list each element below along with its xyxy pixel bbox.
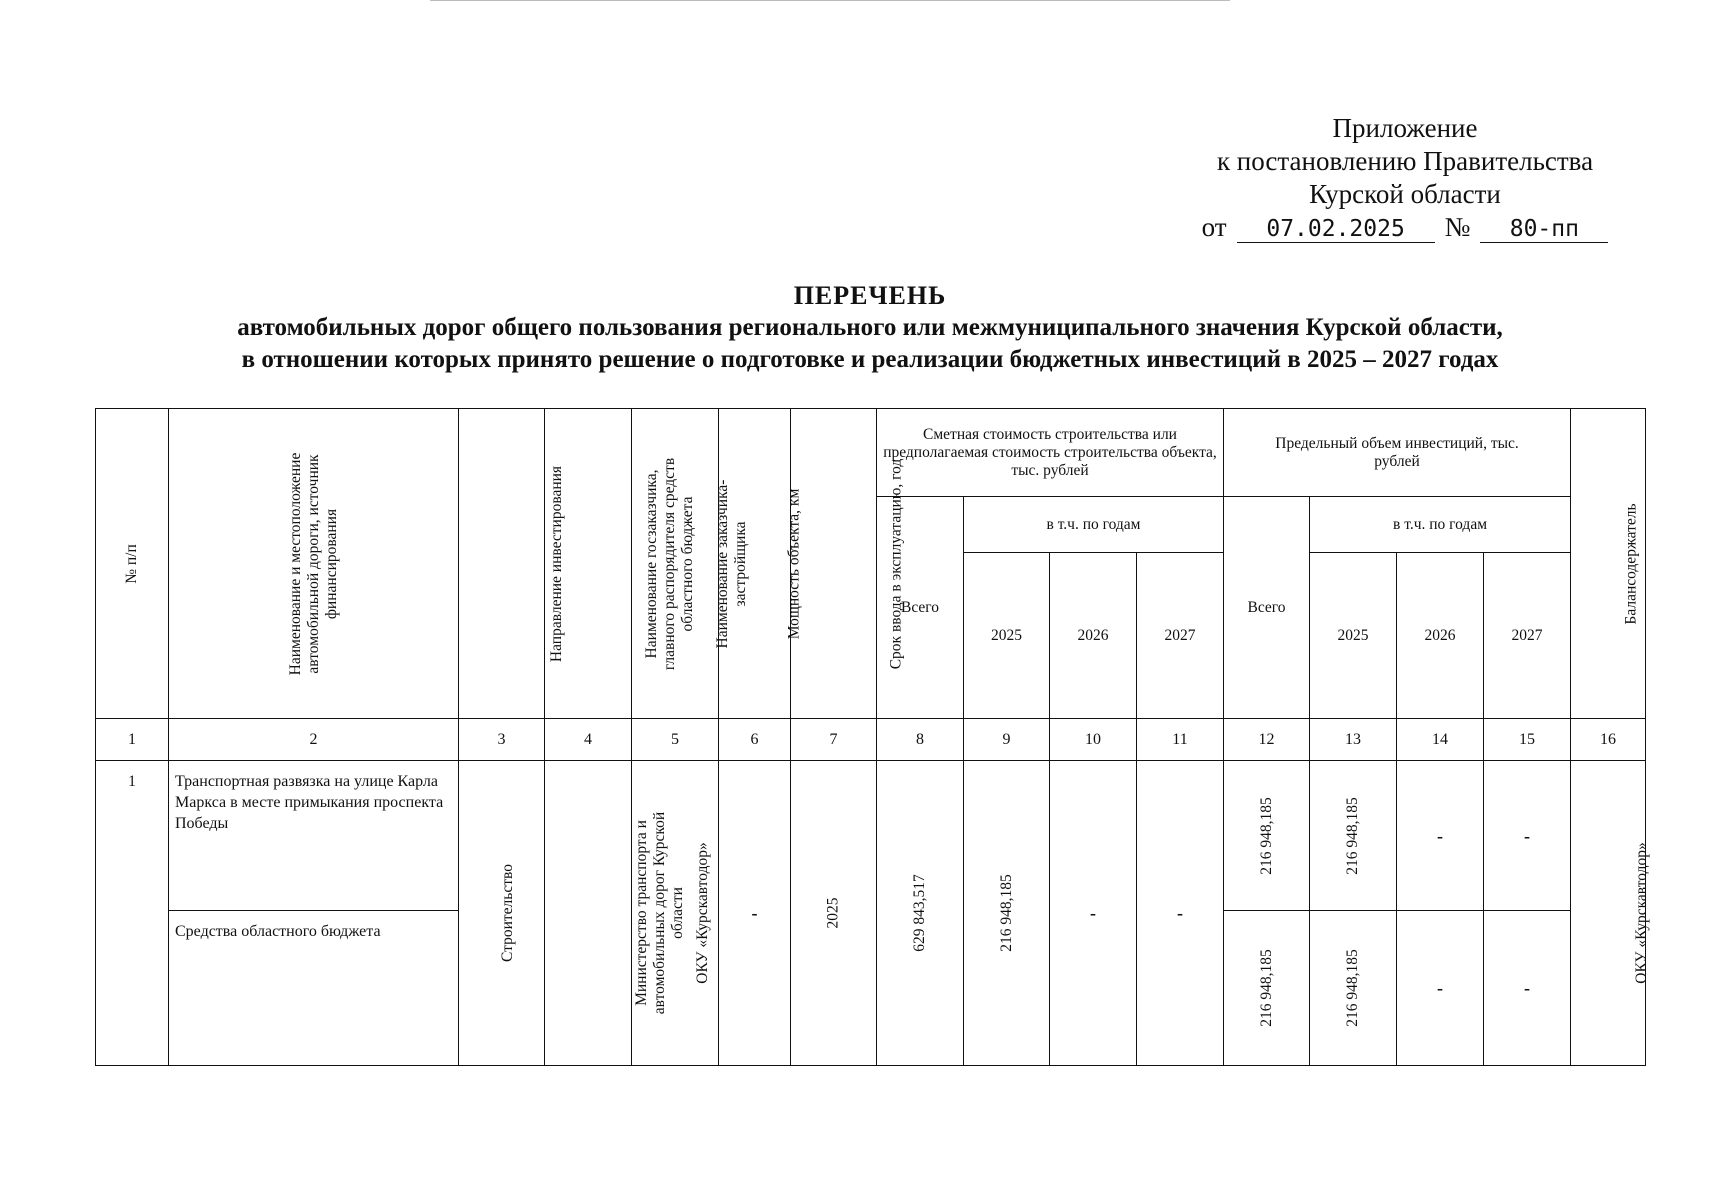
header-cost-2027: 2027 [1137,553,1224,719]
header-limit-2026: 2026 [1397,553,1484,719]
appendix-reference [1180,211,1630,244]
row-customer: Министерство транспорта и автомобильных дорог Курской области [545,761,632,1066]
col-number: 4 [545,719,632,761]
title-heading: ПЕРЕЧЕНЬ [793,281,947,310]
source-limit-2026: - [1397,911,1484,1066]
scan-top-line [430,0,1230,1]
col-number: 9 [964,719,1050,761]
row-direction: Строительство [459,761,545,1066]
header-cost-by-years: в т.ч. по годам [964,497,1224,553]
row-num: 1 [96,761,169,1066]
row-limit-total: 216 948,185 [1224,761,1310,911]
header-capacity: Мощность объекта, км [719,409,791,719]
appendix-title: Приложение [1332,113,1478,143]
header-limit-by-years: в т.ч. по годам [1310,497,1571,553]
row-limit-2026: - [1397,761,1484,911]
header-cost-total: Всего [877,497,964,719]
resolution-date: 07.02.2025 [1237,216,1435,243]
row-term: 2025 [791,761,877,1066]
header-direction: Направление инвестирования [459,409,545,719]
header-cost-2025: 2025 [964,553,1050,719]
header-customer: Наименование госзаказчика, главного распорядителя средств областного бюджета [545,409,632,719]
col-number: 10 [1050,719,1137,761]
row-cost-2026: - [1050,761,1137,1066]
col-number: 2 [169,719,459,761]
header-name: Наименование и местоположение автомобильной дороги, источник финансирования [169,409,459,719]
header-term: Срок ввода в эксплуатацию, год [791,409,877,719]
col-number: 14 [1397,719,1484,761]
resolution-number: 80-пп [1480,216,1608,243]
roads-table [95,408,1650,1066]
funding-source: Средства областного бюджета [169,911,459,1066]
row-capacity: - [719,761,791,1066]
number-label: № [1444,212,1471,242]
header-cost-2026: 2026 [1050,553,1137,719]
row-limit-2027: - [1484,761,1571,911]
row-cost-2027: - [1137,761,1224,1066]
source-limit-2027: - [1484,911,1571,1066]
table-row [96,761,1646,911]
header-investment-limit: Предельный объем инвестиций, тыс. рублей [1224,409,1571,497]
row-limit-2025: 216 948,185 [1310,761,1397,911]
header-limit-2027: 2027 [1484,553,1571,719]
appendix-region-line: Курской области [1309,179,1501,209]
col-number: 1 [96,719,169,761]
header-limit-2025: 2025 [1310,553,1397,719]
header-num: № п/п [96,409,169,719]
source-limit-2025: 216 948,185 [1310,911,1397,1066]
row-cost-2025: 216 948,185 [964,761,1050,1066]
col-number: 15 [1484,719,1571,761]
col-number: 11 [1137,719,1224,761]
row-cost-total: 629 843,517 [877,761,964,1066]
road-name: Транспортная развязка на улице Карла Маркса в месте примыкания проспекта Победы [169,761,459,911]
header-limit-total: Всего [1224,497,1310,719]
col-number: 3 [459,719,545,761]
col-number: 5 [632,719,719,761]
source-limit-total: 216 948,185 [1224,911,1310,1066]
header-holder: Балансодержатель [1571,409,1646,719]
col-number: 13 [1310,719,1397,761]
column-numbers-row [96,719,1646,761]
header-estimated-cost: Сметная стоимость строительства или предполагаемая стоимость строительства объекта, тыс. рублей [877,409,1224,497]
header-developer: Наименование заказчика-застройщика [632,409,719,719]
col-number: 12 [1224,719,1310,761]
col-number: 6 [719,719,791,761]
row-developer: ОКУ «Курскавтодор» [632,761,719,1066]
row-holder: ОКУ «Курскавтодор» [1571,761,1646,1066]
title-line-2: в отношении которых принято решение о подготовке и реализации бюджетных инвестиций в 2025 – 2027 годах [241,346,1499,373]
from-label: от [1201,212,1227,242]
col-number: 16 [1571,719,1646,761]
appendix-block [1180,112,1630,244]
col-number: 8 [877,719,964,761]
title-line-1: автомобильных дорог общего пользования регионального или межмуниципального значения Курской области, [237,314,1503,341]
col-number: 7 [791,719,877,761]
appendix-resolution-line: к постановлению Правительства [1216,146,1594,176]
document-title [80,280,1660,376]
